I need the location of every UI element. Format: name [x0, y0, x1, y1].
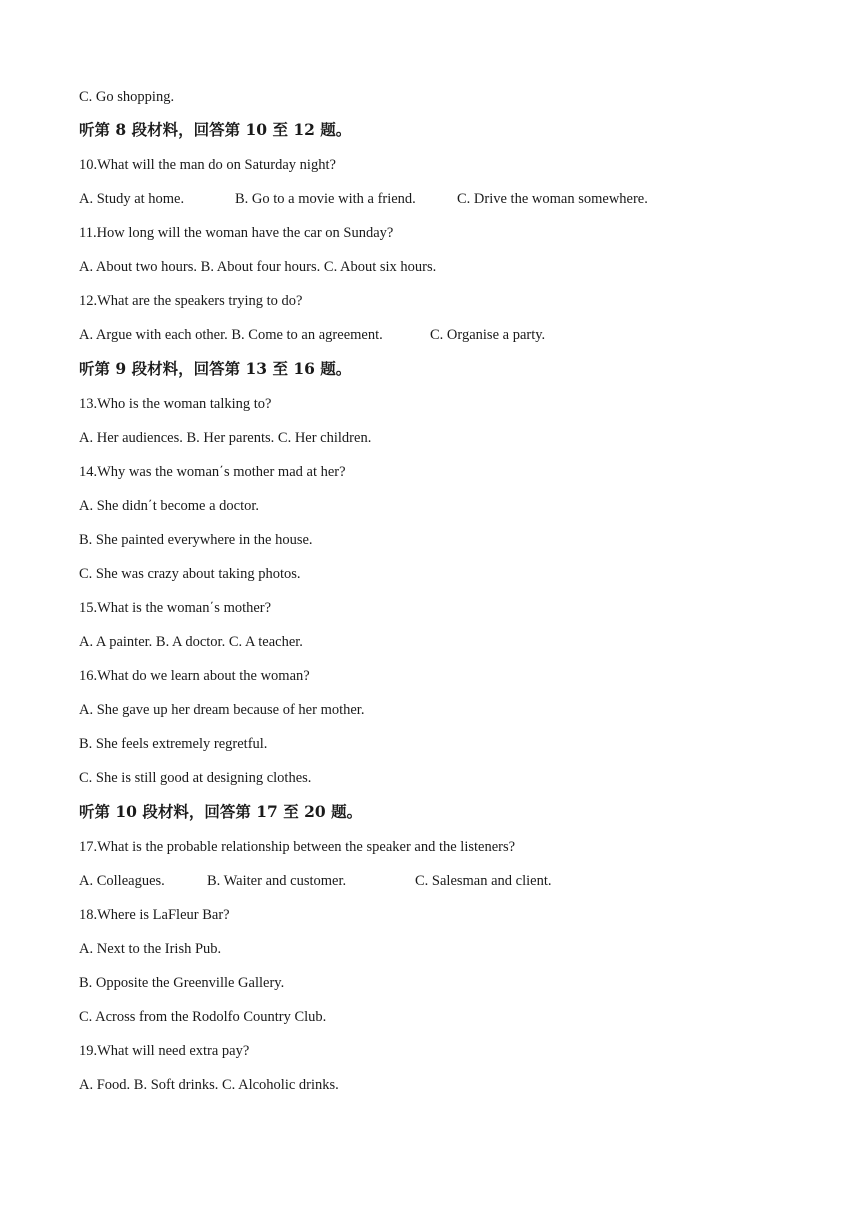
- question-17-options: [79, 871, 779, 891]
- q17-option-c: C. Salesman and client.: [415, 873, 552, 889]
- section-9-heading: 听第 9 段材料，回答第 13 至 16 题。: [79, 359, 352, 378]
- q14-option-b: B. She painted everywhere in the house.: [79, 532, 313, 548]
- question-15-options: A. A painter. B. A doctor. C. A teacher.: [79, 634, 303, 650]
- q16-option-a: A. She gave up her dream because of her mother.: [79, 702, 365, 718]
- q18-option-b: B. Opposite the Greenville Gallery.: [79, 975, 285, 991]
- question-10: 10.What will the man do on Saturday night?: [79, 157, 336, 173]
- q16-option-b: B. She feels extremely regretful.: [79, 736, 268, 752]
- question-16: 16.What do we learn about the woman?: [79, 668, 310, 684]
- q10-option-c: C. Drive the woman somewhere.: [457, 191, 648, 207]
- question-19-options: A. Food. B. Soft drinks. C. Alcoholic drinks.: [79, 1077, 339, 1093]
- q14-option-c: C. She was crazy about taking photos.: [79, 566, 301, 582]
- q10-option-a: A. Study at home.: [79, 191, 185, 207]
- question-11: 11.How long will the woman have the car on Sunday?: [79, 225, 394, 241]
- q9-option-c: C. Go shopping.: [79, 89, 175, 105]
- question-15: 15.What is the woman΄s mother?: [79, 600, 272, 616]
- q16-option-c: C. She is still good at designing clothes.: [79, 770, 312, 786]
- section-8-heading: 听第 8 段材料，回答第 10 至 12 题。: [79, 120, 352, 139]
- question-17: 17.What is the probable relationship between the speaker and the listeners?: [79, 839, 516, 855]
- q10-option-b: B. Go to a movie with a friend.: [235, 191, 416, 207]
- question-10-options: [79, 189, 779, 209]
- q17-option-b: B. Waiter and customer.: [207, 873, 347, 889]
- section-10-heading: 听第 10 段材料，回答第 17 至 20 题。: [79, 802, 363, 821]
- q18-option-c: C. Across from the Rodolfo Country Club.: [79, 1009, 327, 1025]
- q17-option-a: A. Colleagues.: [79, 873, 165, 889]
- question-13: 13.Who is the woman talking to?: [79, 396, 272, 412]
- question-11-options: A. About two hours. B. About four hours. C. About six hours.: [79, 259, 437, 275]
- question-18: 18.Where is LaFleur Bar?: [79, 907, 230, 923]
- q12-option-c: C. Organise a party.: [430, 327, 546, 343]
- q12-option-ab: A. Argue with each other. B. Come to an agreement.: [79, 327, 383, 343]
- question-12-options: [79, 325, 779, 345]
- q18-option-a: A. Next to the Irish Pub.: [79, 941, 222, 957]
- question-14: 14.Why was the woman΄s mother mad at her?: [79, 464, 346, 480]
- question-12: 12.What are the speakers trying to do?: [79, 293, 303, 309]
- question-19: 19.What will need extra pay?: [79, 1043, 250, 1059]
- q14-option-a: A. She didn΄t become a doctor.: [79, 498, 259, 514]
- question-13-options: A. Her audiences. B. Her parents. C. Her children.: [79, 430, 372, 446]
